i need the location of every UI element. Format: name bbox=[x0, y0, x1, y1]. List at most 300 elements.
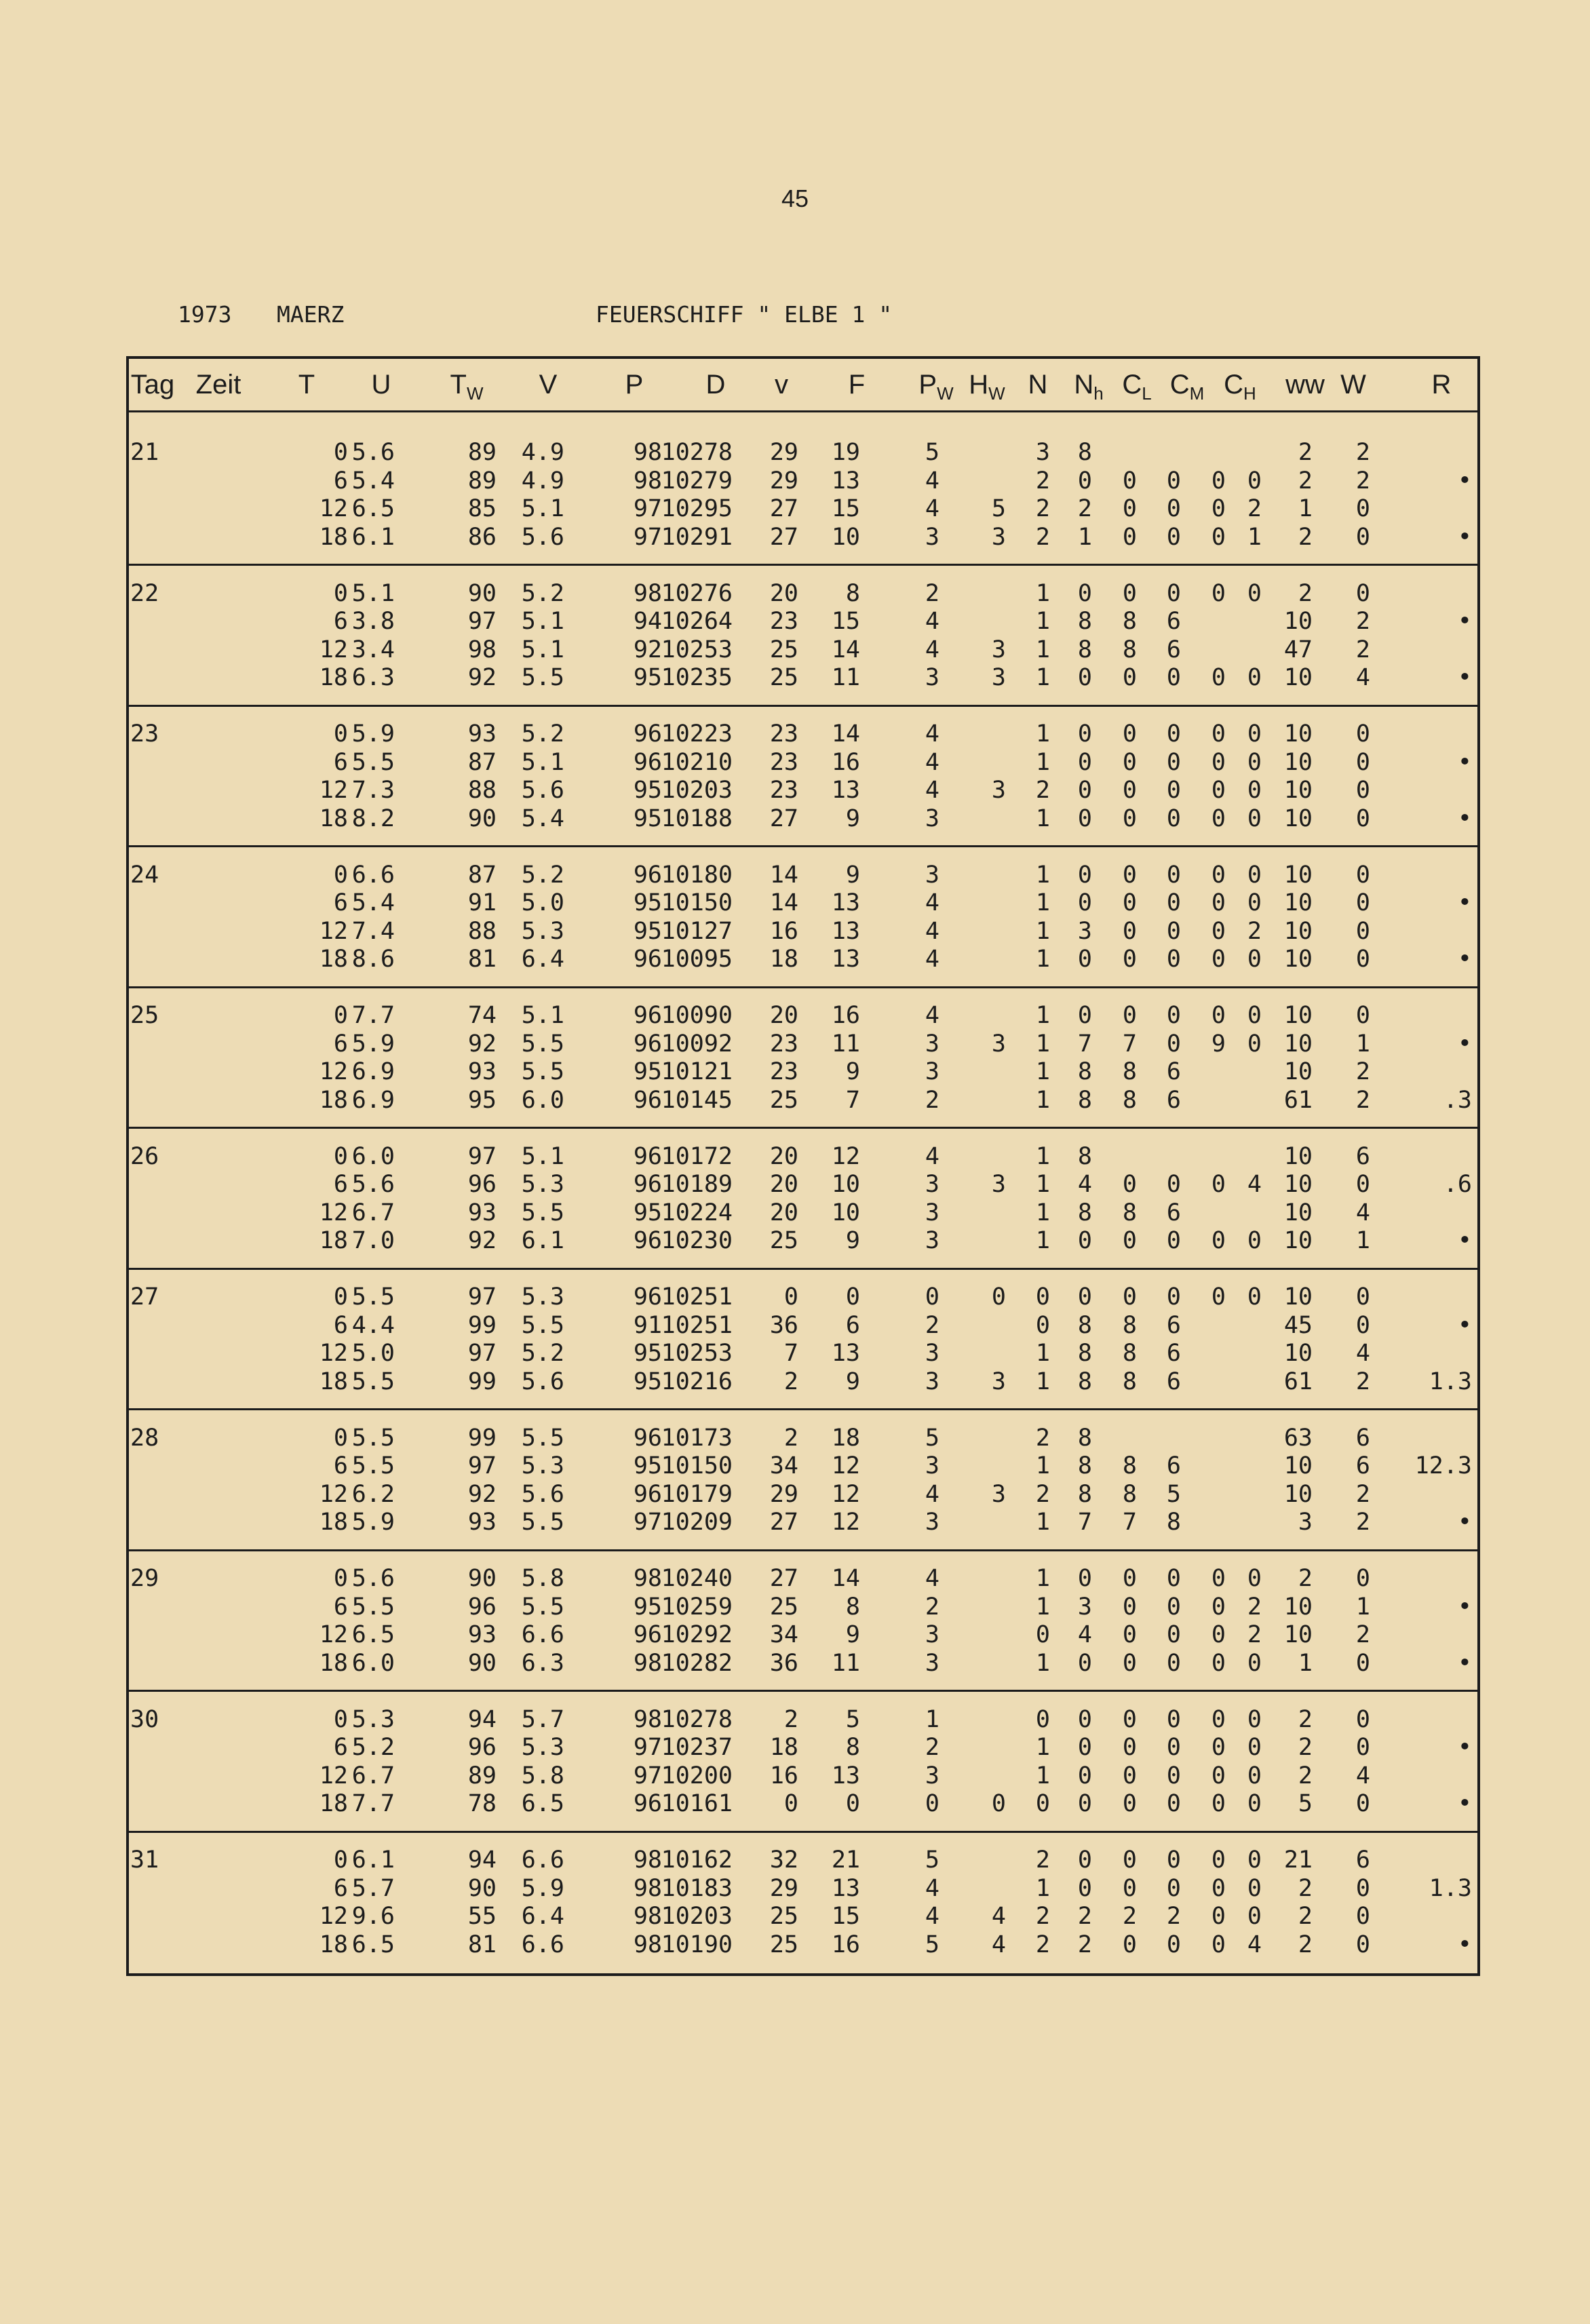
table-cell: 0 bbox=[1122, 748, 1137, 776]
table-cell: 95 bbox=[633, 917, 662, 945]
table-cell: 5.5 bbox=[351, 1368, 395, 1395]
table-cell: 10 bbox=[1283, 608, 1313, 635]
table-cell: 74 bbox=[467, 1002, 497, 1029]
table-cell: 10278 bbox=[661, 1705, 733, 1733]
table-cell: 8 bbox=[845, 579, 860, 607]
table-cell: 5.1 bbox=[521, 1142, 564, 1170]
table-cell: • bbox=[1457, 1030, 1472, 1058]
table-cell: 13 bbox=[831, 1340, 860, 1367]
table-cell: 2 bbox=[1298, 1565, 1313, 1592]
table-cell: 0 bbox=[1211, 748, 1226, 776]
table-cell: 25 bbox=[769, 1931, 798, 1958]
table-cell: 6.5 bbox=[351, 1931, 395, 1958]
table-cell: 8.6 bbox=[351, 946, 395, 973]
table-cell: 1 bbox=[1035, 1593, 1050, 1621]
table-cell: 0 bbox=[1247, 777, 1262, 804]
table-cell: 5 bbox=[1298, 1790, 1313, 1817]
table-cell: 16 bbox=[831, 748, 860, 776]
table-cell: 10 bbox=[1283, 1283, 1313, 1311]
table-cell: • bbox=[1457, 1931, 1472, 1958]
table-cell: 6 bbox=[333, 1171, 348, 1198]
table-cell: 10173 bbox=[661, 1424, 733, 1452]
table-cell: 5.3 bbox=[521, 917, 564, 945]
table-cell: 5.3 bbox=[521, 1171, 564, 1198]
table-cell: 10 bbox=[831, 1199, 860, 1226]
table-cell: 5.0 bbox=[351, 1340, 395, 1367]
table-cell: 13 bbox=[831, 889, 860, 916]
table-cell: 0 bbox=[1211, 1762, 1226, 1789]
table-cell: 0 bbox=[1122, 664, 1137, 691]
table-cell: 5.6 bbox=[521, 1480, 564, 1508]
table-cell: 11 bbox=[831, 1649, 860, 1677]
table-cell: 5.9 bbox=[351, 1509, 395, 1536]
table-cell: 5.3 bbox=[351, 1705, 395, 1733]
table-cell: 0 bbox=[1247, 1227, 1262, 1254]
table-cell: 27 bbox=[769, 1565, 798, 1592]
table-cell: 6.7 bbox=[351, 1762, 395, 1789]
table-cell: 4 bbox=[1355, 1762, 1370, 1789]
table-cell: 0 bbox=[1211, 805, 1226, 832]
table-cell: 14 bbox=[831, 720, 860, 748]
table-cell: • bbox=[1457, 1790, 1472, 1817]
table-cell: 7 bbox=[1077, 1509, 1092, 1536]
table-cell: 3 bbox=[925, 1649, 939, 1677]
table-cell: 0 bbox=[1166, 1227, 1181, 1254]
table-cell: 29 bbox=[769, 439, 798, 466]
table-cell: 5 bbox=[991, 495, 1006, 522]
table-cell: 10216 bbox=[661, 1368, 733, 1395]
table-cell: 18 bbox=[769, 1734, 798, 1761]
table-cell: 1.3 bbox=[1429, 1874, 1472, 1902]
table-cell: 8 bbox=[1122, 1340, 1137, 1367]
table-cell: 9 bbox=[845, 1621, 860, 1648]
table-cell: 10 bbox=[1283, 1199, 1313, 1226]
table-cell: 4 bbox=[925, 777, 939, 804]
table-cell: 1 bbox=[1035, 1452, 1050, 1479]
table-cell: 0 bbox=[1122, 467, 1137, 495]
table-cell: 10095 bbox=[661, 946, 733, 973]
table-cell: 1 bbox=[1035, 917, 1050, 945]
table-cell: 90 bbox=[467, 805, 497, 832]
table-cell: 2 bbox=[1298, 1734, 1313, 1761]
table-cell: 0 bbox=[1077, 861, 1092, 889]
table-cell: 97 bbox=[633, 1734, 662, 1761]
table-cell: • bbox=[1457, 1649, 1472, 1677]
table-cell: 0 bbox=[1166, 720, 1181, 748]
table-cell: 96 bbox=[633, 1227, 662, 1254]
table-cell: 2 bbox=[1035, 467, 1050, 495]
table-cell: 12 bbox=[319, 1199, 348, 1226]
table-cell: 11 bbox=[831, 1030, 860, 1058]
table-cell: 0 bbox=[1122, 720, 1137, 748]
table-cell: 10 bbox=[1283, 1002, 1313, 1029]
table-cell: 0 bbox=[1247, 861, 1262, 889]
table-cell: 2 bbox=[1122, 1903, 1137, 1930]
table-cell: 6 bbox=[845, 1311, 860, 1339]
table-cell: 7.0 bbox=[351, 1227, 395, 1254]
table-cell: 20 bbox=[769, 1199, 798, 1226]
table-cell: 5.3 bbox=[521, 1734, 564, 1761]
table-cell: 0 bbox=[1211, 1846, 1226, 1874]
table-cell: 18 bbox=[831, 1424, 860, 1452]
table-cell: 98 bbox=[633, 1565, 662, 1592]
table-cell: 1 bbox=[1035, 1649, 1050, 1677]
table-cell: 55 bbox=[467, 1903, 497, 1930]
table-cell: 12 bbox=[319, 1058, 348, 1085]
table-cell: 3 bbox=[1077, 1593, 1092, 1621]
table-cell: 1 bbox=[1035, 1142, 1050, 1170]
table-cell: 5.5 bbox=[521, 664, 564, 691]
table-cell: 19 bbox=[831, 439, 860, 466]
table-cell: 25 bbox=[769, 1086, 798, 1114]
table-cell: 0 bbox=[1166, 1846, 1181, 1874]
table-cell: 0 bbox=[1166, 1790, 1181, 1817]
table-cell: 0 bbox=[925, 1790, 939, 1817]
table-cell: 10145 bbox=[661, 1086, 733, 1114]
table-cell: 18 bbox=[319, 946, 348, 973]
table-cell: 98 bbox=[633, 1874, 662, 1902]
table-cell: 10190 bbox=[661, 1931, 733, 1958]
table-cell: 97 bbox=[633, 495, 662, 522]
table-cell: 2 bbox=[925, 1593, 939, 1621]
table-cell: 6 bbox=[333, 608, 348, 635]
table-cell: 3 bbox=[925, 523, 939, 551]
table-cell: 34 bbox=[769, 1621, 798, 1648]
table-cell: 5.6 bbox=[521, 523, 564, 551]
table-cell: 4 bbox=[925, 1565, 939, 1592]
table-cell: 10 bbox=[1283, 664, 1313, 691]
table-cell: 2 bbox=[1355, 1058, 1370, 1085]
table-cell: 10235 bbox=[661, 664, 733, 691]
table-cell: 1 bbox=[1035, 805, 1050, 832]
table-cell: 2 bbox=[925, 1311, 939, 1339]
table-cell: 0 bbox=[1077, 720, 1092, 748]
table-cell: 2 bbox=[1247, 1593, 1262, 1621]
table-cell: 5.6 bbox=[521, 1368, 564, 1395]
table-cell: 0 bbox=[1077, 1002, 1092, 1029]
column-header: v bbox=[775, 370, 788, 400]
table-cell: 98 bbox=[633, 1649, 662, 1677]
table-cell: 2 bbox=[783, 1705, 798, 1733]
table-cell: 5.1 bbox=[351, 579, 395, 607]
table-cell: 96 bbox=[633, 1480, 662, 1508]
table-cell: 6 bbox=[1166, 1086, 1181, 1114]
day-label: 22 bbox=[130, 579, 159, 607]
table-cell: 98 bbox=[633, 467, 662, 495]
table-cell: 5.5 bbox=[351, 1452, 395, 1479]
table-cell: 29 bbox=[769, 1874, 798, 1902]
table-cell: 98 bbox=[633, 1903, 662, 1930]
table-cell: 3.4 bbox=[351, 636, 395, 663]
table-cell: 0 bbox=[1077, 664, 1092, 691]
table-cell: 8 bbox=[1077, 439, 1092, 466]
table-cell: 98 bbox=[467, 636, 497, 663]
table-cell: 1 bbox=[1035, 1340, 1050, 1367]
table-cell: 2 bbox=[1355, 636, 1370, 663]
table-cell: 0 bbox=[1122, 1734, 1137, 1761]
table-cell: 14 bbox=[769, 861, 798, 889]
table-cell: 5 bbox=[845, 1705, 860, 1733]
table-cell: 27 bbox=[769, 1509, 798, 1536]
table-cell: 2 bbox=[1355, 439, 1370, 466]
table-cell: 0 bbox=[1166, 1171, 1181, 1198]
table-cell: 97 bbox=[467, 1452, 497, 1479]
column-header: Zeit bbox=[195, 370, 241, 400]
table-cell: 94 bbox=[467, 1846, 497, 1874]
table-cell: 27 bbox=[769, 805, 798, 832]
column-header: $C_L$ bbox=[1122, 370, 1152, 404]
table-cell: 81 bbox=[467, 946, 497, 973]
table-cell: 10278 bbox=[661, 439, 733, 466]
table-cell: 0 bbox=[1077, 1790, 1092, 1817]
table-cell: 10180 bbox=[661, 861, 733, 889]
table-cell: 6 bbox=[333, 1311, 348, 1339]
table-cell: 8 bbox=[1122, 1199, 1137, 1226]
table-cell: 0 bbox=[1247, 1030, 1262, 1058]
table-cell: 88 bbox=[467, 917, 497, 945]
table-cell: 0 bbox=[1355, 1565, 1370, 1592]
table-cell: 18 bbox=[319, 805, 348, 832]
table-cell: 20 bbox=[769, 1171, 798, 1198]
table-cell: 10295 bbox=[661, 495, 733, 522]
table-cell: 5.5 bbox=[521, 1199, 564, 1226]
table-cell: 10161 bbox=[661, 1790, 733, 1817]
table-cell: 91 bbox=[633, 1311, 662, 1339]
table-cell: 12 bbox=[319, 1903, 348, 1930]
table-cell: 0 bbox=[991, 1790, 1006, 1817]
table-cell: 0 bbox=[333, 1424, 348, 1452]
table-cell: 5.1 bbox=[521, 1002, 564, 1029]
table-cell: 5.1 bbox=[521, 495, 564, 522]
table-cell: 4 bbox=[991, 1931, 1006, 1958]
table-cell: 15 bbox=[831, 495, 860, 522]
table-cell: 8 bbox=[1077, 1199, 1092, 1226]
table-cell: 2 bbox=[1298, 523, 1313, 551]
day-divider bbox=[126, 1127, 1480, 1129]
table-cell: 0 bbox=[1077, 1227, 1092, 1254]
table-cell: 18 bbox=[319, 1649, 348, 1677]
table-cell: 6 bbox=[333, 1452, 348, 1479]
table-cell: 3 bbox=[925, 1452, 939, 1479]
table-cell: 12 bbox=[319, 1480, 348, 1508]
table-cell: • bbox=[1457, 748, 1472, 776]
table-cell: 5.5 bbox=[351, 1593, 395, 1621]
table-cell: 20 bbox=[769, 1002, 798, 1029]
table-cell: 97 bbox=[467, 1340, 497, 1367]
table-cell: 13 bbox=[831, 917, 860, 945]
table-cell: 10210 bbox=[661, 748, 733, 776]
table-cell: 10 bbox=[1283, 917, 1313, 945]
table-cell: 5 bbox=[1166, 1480, 1181, 1508]
table-cell: .3 bbox=[1443, 1086, 1472, 1114]
table-cell: 93 bbox=[467, 1058, 497, 1085]
table-cell: 4 bbox=[925, 1903, 939, 1930]
table-cell: 0 bbox=[925, 1283, 939, 1311]
table-cell: 10090 bbox=[661, 1002, 733, 1029]
column-header: $T_W$ bbox=[450, 370, 484, 404]
table-cell: 5.5 bbox=[521, 1058, 564, 1085]
table-cell: 6 bbox=[333, 1734, 348, 1761]
table-cell: 0 bbox=[1355, 777, 1370, 804]
table-cell: 5.5 bbox=[521, 1424, 564, 1452]
table-cell: 5.9 bbox=[521, 1874, 564, 1902]
table-cell: 2 bbox=[1298, 1903, 1313, 1930]
table-cell: 2 bbox=[1077, 495, 1092, 522]
table-cell: 0 bbox=[1166, 1931, 1181, 1958]
table-cell: 2 bbox=[1298, 1705, 1313, 1733]
table-cell: 10253 bbox=[661, 1340, 733, 1367]
column-header: $N_h$ bbox=[1074, 370, 1104, 404]
table-cell: 0 bbox=[1077, 1705, 1092, 1733]
table-cell: 1 bbox=[1355, 1593, 1370, 1621]
table-cell: 0 bbox=[1077, 946, 1092, 973]
table-cell: 10 bbox=[1283, 805, 1313, 832]
table-cell: 5.2 bbox=[351, 1734, 395, 1761]
table-cell: • bbox=[1457, 467, 1472, 495]
table-cell: 2 bbox=[783, 1368, 798, 1395]
table-cell: 10 bbox=[1283, 1058, 1313, 1085]
table-cell: 10 bbox=[1283, 1171, 1313, 1198]
table-cell: 4 bbox=[925, 1002, 939, 1029]
table-cell: 0 bbox=[333, 1705, 348, 1733]
table-cell: 6 bbox=[1166, 1058, 1181, 1085]
table-cell: 99 bbox=[467, 1368, 497, 1395]
table-cell: 1 bbox=[1035, 1368, 1050, 1395]
table-cell: • bbox=[1457, 523, 1472, 551]
table-cell: 97 bbox=[633, 1762, 662, 1789]
table-cell: 6 bbox=[1166, 1340, 1181, 1367]
table-cell: 0 bbox=[1077, 805, 1092, 832]
table-cell: • bbox=[1457, 664, 1472, 691]
table-cell: 2 bbox=[1077, 1903, 1092, 1930]
table-cell: 7.7 bbox=[351, 1002, 395, 1029]
table-cell: 3 bbox=[991, 777, 1006, 804]
table-cell: 1 bbox=[1035, 1762, 1050, 1789]
table-cell: 7 bbox=[1122, 1509, 1137, 1536]
table-cell: 0 bbox=[1166, 467, 1181, 495]
table-cell: • bbox=[1457, 1311, 1472, 1339]
table-cell: 0 bbox=[1122, 1171, 1137, 1198]
table-cell: 10203 bbox=[661, 777, 733, 804]
table-cell: 0 bbox=[1122, 495, 1137, 522]
table-cell: 0 bbox=[1247, 664, 1262, 691]
table-cell: 0 bbox=[1122, 777, 1137, 804]
table-cell: 1.3 bbox=[1429, 1368, 1472, 1395]
table-cell: 0 bbox=[1211, 467, 1226, 495]
table-cell: 93 bbox=[467, 1621, 497, 1648]
table-cell: 18 bbox=[319, 523, 348, 551]
table-cell: 96 bbox=[467, 1593, 497, 1621]
column-header: $C_H$ bbox=[1224, 370, 1256, 404]
table-cell: 0 bbox=[845, 1283, 860, 1311]
table-cell: 4.9 bbox=[521, 439, 564, 466]
table-cell: 18 bbox=[769, 946, 798, 973]
table-cell: 0 bbox=[1355, 861, 1370, 889]
table-cell: 96 bbox=[467, 1171, 497, 1198]
table-cell: 6.6 bbox=[521, 1846, 564, 1874]
table-cell: 16 bbox=[831, 1002, 860, 1029]
table-cell: 10 bbox=[831, 523, 860, 551]
table-cell: 6.0 bbox=[521, 1086, 564, 1114]
table-cell: 4 bbox=[925, 720, 939, 748]
table-cell: 36 bbox=[769, 1649, 798, 1677]
table-cell: 0 bbox=[1122, 805, 1137, 832]
column-header: P bbox=[625, 370, 644, 400]
table-cell: 8 bbox=[1077, 1058, 1092, 1085]
table-cell: 0 bbox=[1211, 1734, 1226, 1761]
table-cell: 90 bbox=[467, 579, 497, 607]
table-cell: 98 bbox=[633, 1705, 662, 1733]
table-cell: 61 bbox=[1283, 1368, 1313, 1395]
table-cell: 2 bbox=[1355, 1480, 1370, 1508]
table-cell: 4 bbox=[1077, 1171, 1092, 1198]
table-cell: 1 bbox=[1035, 608, 1050, 635]
table-cell: 0 bbox=[1211, 495, 1226, 522]
table-cell: 23 bbox=[769, 720, 798, 748]
table-cell: 0 bbox=[1122, 917, 1137, 945]
table-cell: 0 bbox=[1166, 664, 1181, 691]
table-cell: 0 bbox=[1077, 1762, 1092, 1789]
table-cell: 0 bbox=[1166, 495, 1181, 522]
table-cell: 99 bbox=[467, 1311, 497, 1339]
table-cell: 3 bbox=[1035, 439, 1050, 466]
table-cell: 13 bbox=[831, 777, 860, 804]
table-cell: 96 bbox=[633, 861, 662, 889]
table-cell: 3 bbox=[925, 1621, 939, 1648]
table-cell: 20 bbox=[769, 1142, 798, 1170]
table-cell: 12 bbox=[831, 1480, 860, 1508]
table-cell: 21 bbox=[1283, 1846, 1313, 1874]
table-cell: 0 bbox=[1122, 1874, 1137, 1902]
table-cell: 0 bbox=[1247, 1762, 1262, 1789]
table-cell: 32 bbox=[769, 1846, 798, 1874]
table-cell: 0 bbox=[1211, 1790, 1226, 1817]
table-cell: 96 bbox=[633, 748, 662, 776]
table-cell: 81 bbox=[467, 1931, 497, 1958]
table-cell: 0 bbox=[1211, 1002, 1226, 1029]
table-cell: 10 bbox=[1283, 1340, 1313, 1367]
table-cell: 2 bbox=[1035, 777, 1050, 804]
table-cell: 29 bbox=[769, 1480, 798, 1508]
day-label: 25 bbox=[130, 1002, 159, 1029]
table-cell: 0 bbox=[1077, 889, 1092, 916]
table-cell: 10162 bbox=[661, 1846, 733, 1874]
table-cell: 14 bbox=[769, 889, 798, 916]
table-cell: 1 bbox=[1035, 1199, 1050, 1226]
day-label: 31 bbox=[130, 1846, 159, 1874]
table-cell: 0 bbox=[1077, 748, 1092, 776]
table-cell: 4 bbox=[1355, 664, 1370, 691]
table-cell: 1 bbox=[1035, 1227, 1050, 1254]
table-cell: 2 bbox=[925, 579, 939, 607]
table-cell: • bbox=[1457, 805, 1472, 832]
table-cell: 4 bbox=[925, 1142, 939, 1170]
table-cell: 99 bbox=[467, 1424, 497, 1452]
table-cell: 8 bbox=[1122, 1480, 1137, 1508]
table-cell: 12 bbox=[319, 636, 348, 663]
table-cell: 1 bbox=[1035, 1874, 1050, 1902]
table-cell: 6.0 bbox=[351, 1649, 395, 1677]
table-cell: 89 bbox=[467, 439, 497, 466]
table-cell: 8 bbox=[1077, 1340, 1092, 1367]
table-cell: 8 bbox=[1077, 1311, 1092, 1339]
table-cell: 1 bbox=[1035, 1565, 1050, 1592]
table-cell: 0 bbox=[1211, 1593, 1226, 1621]
table-cell: 6.1 bbox=[521, 1227, 564, 1254]
table-cell: 0 bbox=[1355, 917, 1370, 945]
table-cell: 6 bbox=[1166, 1452, 1181, 1479]
table-cell: 6 bbox=[333, 889, 348, 916]
